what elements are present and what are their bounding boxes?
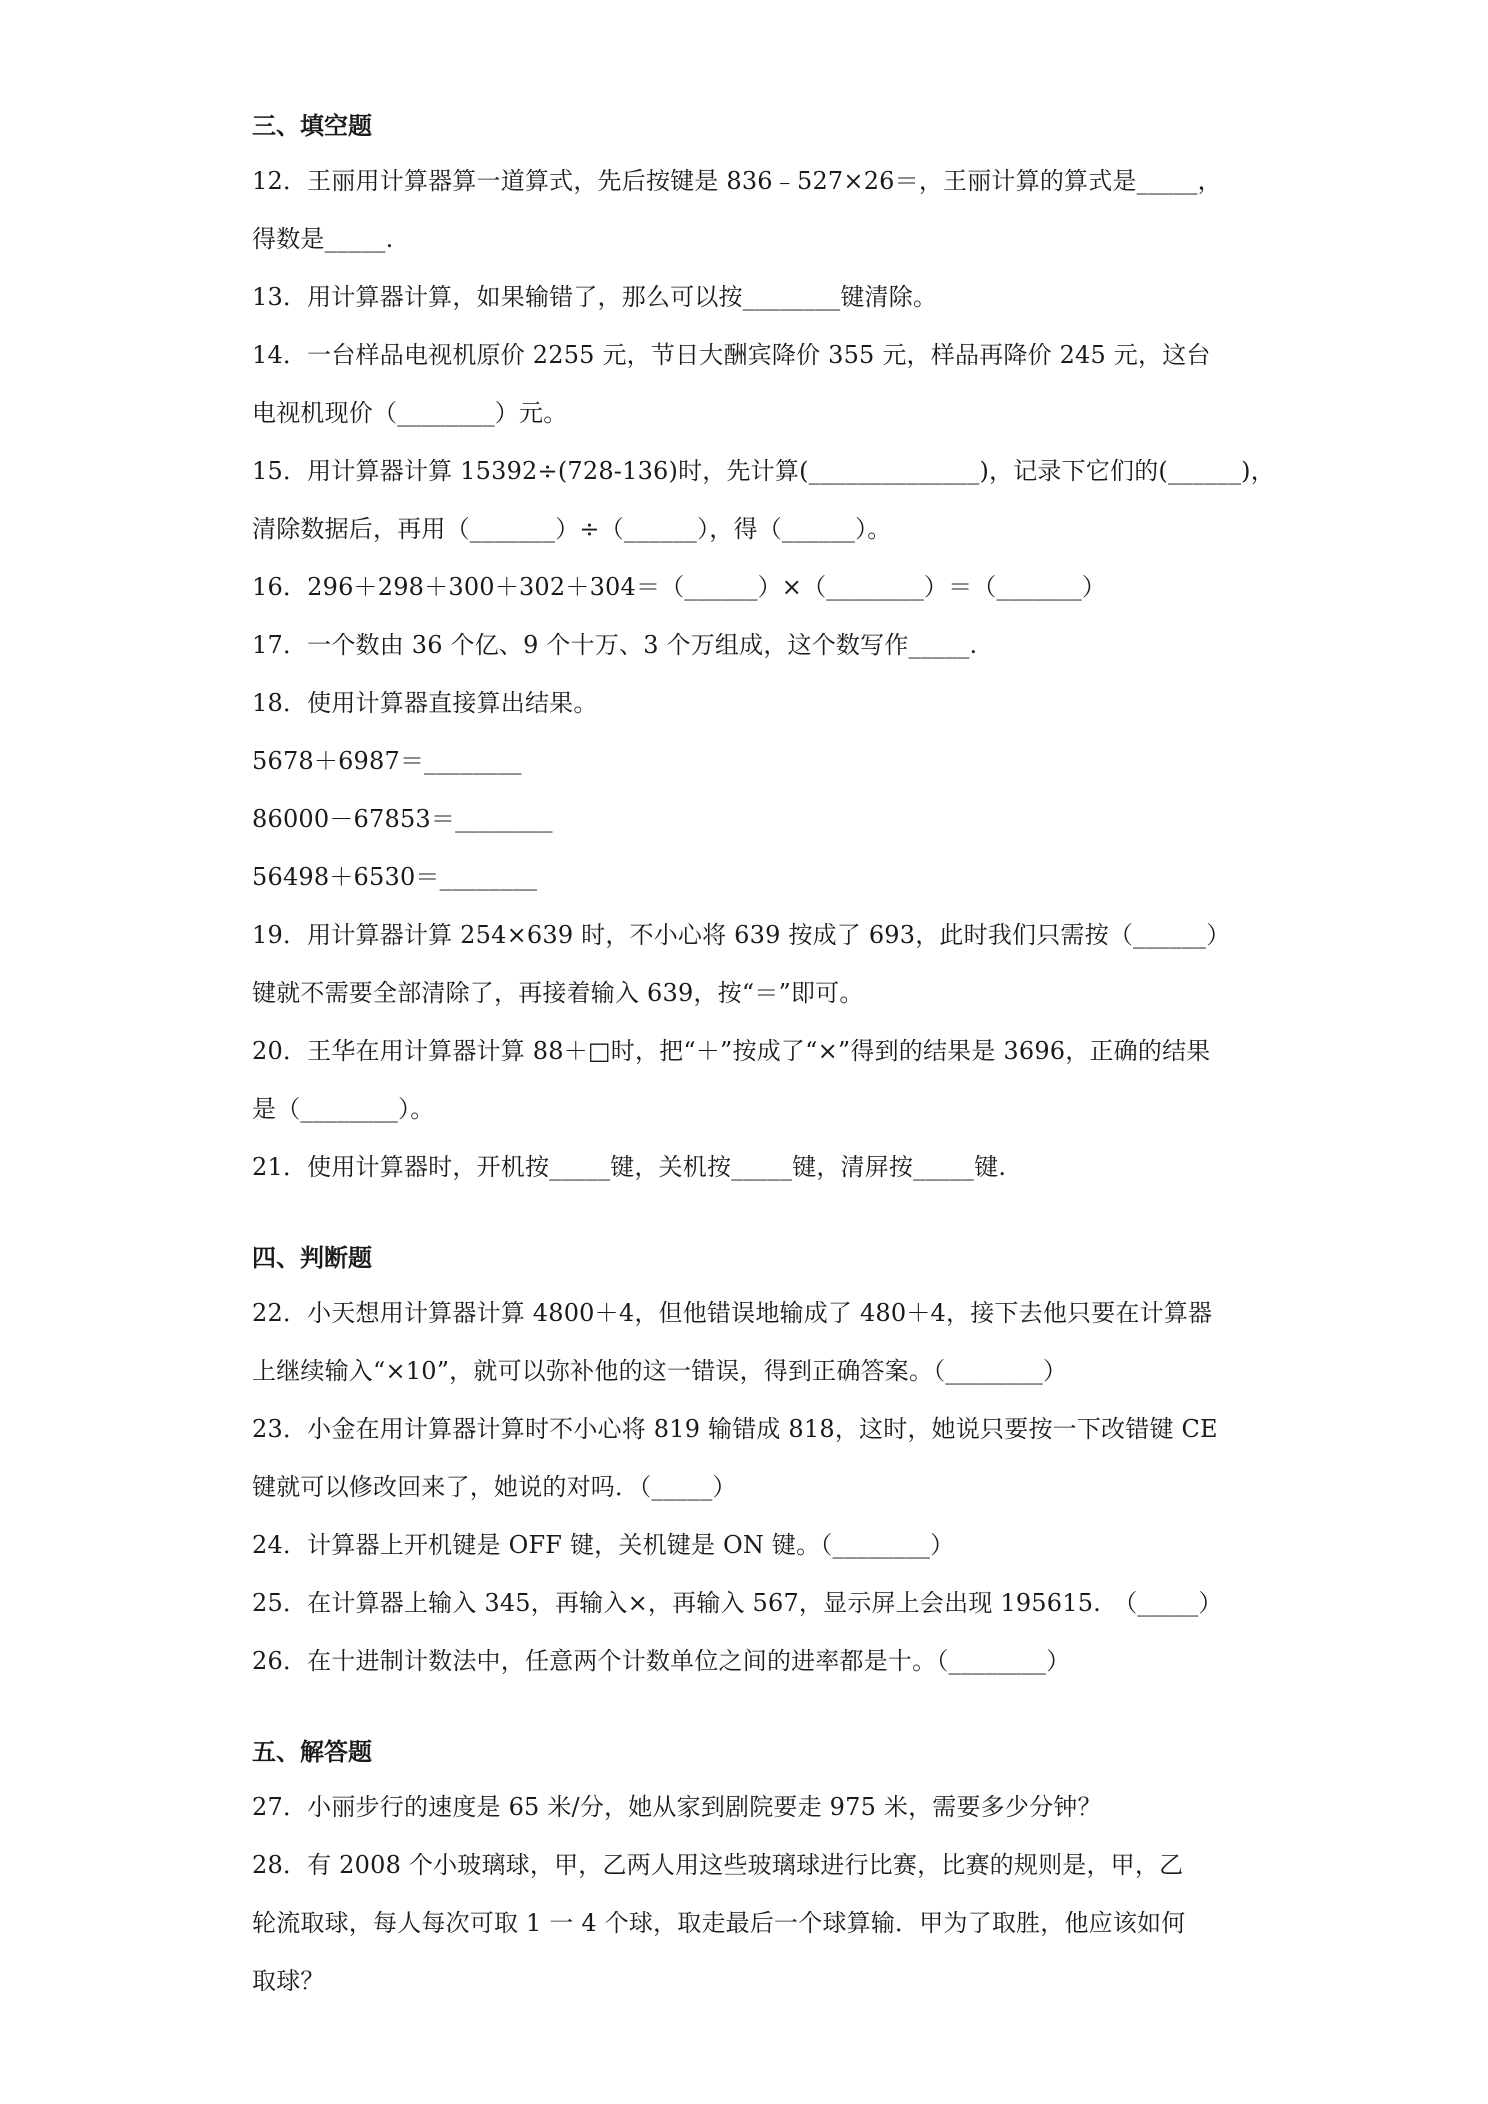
question-line: 17．一个数由 36 个亿、9 个十万、3 个万组成，这个数写作_____.	[252, 631, 978, 659]
question-line: 25．在计算器上输入 345，再输入×，再输入 567，显示屏上会出现 195615. （_____）	[252, 1589, 1223, 1617]
question-line: 电视机现价（________）元。	[252, 399, 568, 427]
question-line: 16．296＋298＋300＋302＋304＝（______）×（________）＝（_______）	[252, 573, 1107, 601]
question-line: 15．用计算器计算 15392÷(728-136)时，先计算(______________)，记录下它们的(______)，	[252, 457, 1275, 485]
question-line: 23．小金在用计算器计算时不小心将 819 输错成 818，这时，她说只要按一下改错键 CE	[252, 1415, 1218, 1443]
question-line: 得数是_____.	[252, 225, 394, 253]
question-line: 20．王华在用计算器计算 88＋□时，把“＋”按成了“×”得到的结果是 3696，正确的结果	[252, 1037, 1211, 1065]
section-heading: 三、填空题	[252, 112, 372, 140]
question-line: 18．使用计算器直接算出结果。	[252, 689, 598, 717]
question-line: 清除数据后，再用（_______）÷（______），得（______）。	[252, 515, 892, 543]
question-line: 5678＋6987＝________	[252, 747, 522, 775]
question-line: 13．用计算器计算，如果输错了，那么可以按________键清除。	[252, 283, 938, 311]
section-true-false	[252, 1242, 1252, 1690]
question-line: 12．王丽用计算器算一道算式，先后按键是 836﹣527×26＝，王丽计算的算式是_____，	[252, 167, 1222, 195]
question-line: 是（________）。	[252, 1095, 435, 1123]
question-line: 轮流取球，每人每次可取 1 一 4 个球，取走最后一个球算输．甲为了取胜，他应该如何	[252, 1909, 1186, 1937]
question-line: 键就不需要全部清除了，再接着输入 639，按“＝”即可。	[252, 979, 864, 1007]
question-line: 取球？	[252, 1967, 325, 1995]
question-line: 27．小丽步行的速度是 65 米/分，她从家到剧院要走 975 米，需要多少分钟？	[252, 1793, 1102, 1821]
question-line: 14．一台样品电视机原价 2255 元，节日大酬宾降价 355 元，样品再降价 245 元，这台	[252, 341, 1211, 369]
worksheet-page	[252, 110, 1275, 2010]
section-heading: 五、解答题	[252, 1738, 372, 1766]
question-line: 26．在十进制计数法中，任意两个计数单位之间的进率都是十。（________）	[252, 1647, 1071, 1675]
question-line: 86000－67853＝________	[252, 805, 553, 833]
question-line: 上继续输入“×10”，就可以弥补他的这一错误，得到正确答案。（________）	[252, 1357, 1068, 1385]
question-line: 键就可以修改回来了，她说的对吗．（_____）	[252, 1473, 737, 1501]
question-line: 56498＋6530＝________	[252, 863, 538, 891]
question-line: 19．用计算器计算 254×639 时，不小心将 639 按成了 693，此时我们只需按（______）	[252, 921, 1231, 949]
question-line: 22．小天想用计算器计算 4800＋4，但他错误地输成了 480＋4，接下去他只要在计算器	[252, 1299, 1213, 1327]
section-heading: 四、判断题	[252, 1244, 372, 1272]
question-line: 21．使用计算器时，开机按_____键，关机按_____键，清屏按_____键.	[252, 1153, 1007, 1181]
section-word-problems	[252, 1736, 1252, 2010]
question-line: 28．有 2008 个小玻璃球，甲，乙两人用这些玻璃球进行比赛，比赛的规则是，甲，乙	[252, 1851, 1184, 1879]
question-line: 24．计算器上开机键是 OFF 键，关机键是 ON 键。（________）	[252, 1531, 955, 1559]
section-fill-in-blank	[252, 110, 1275, 1196]
